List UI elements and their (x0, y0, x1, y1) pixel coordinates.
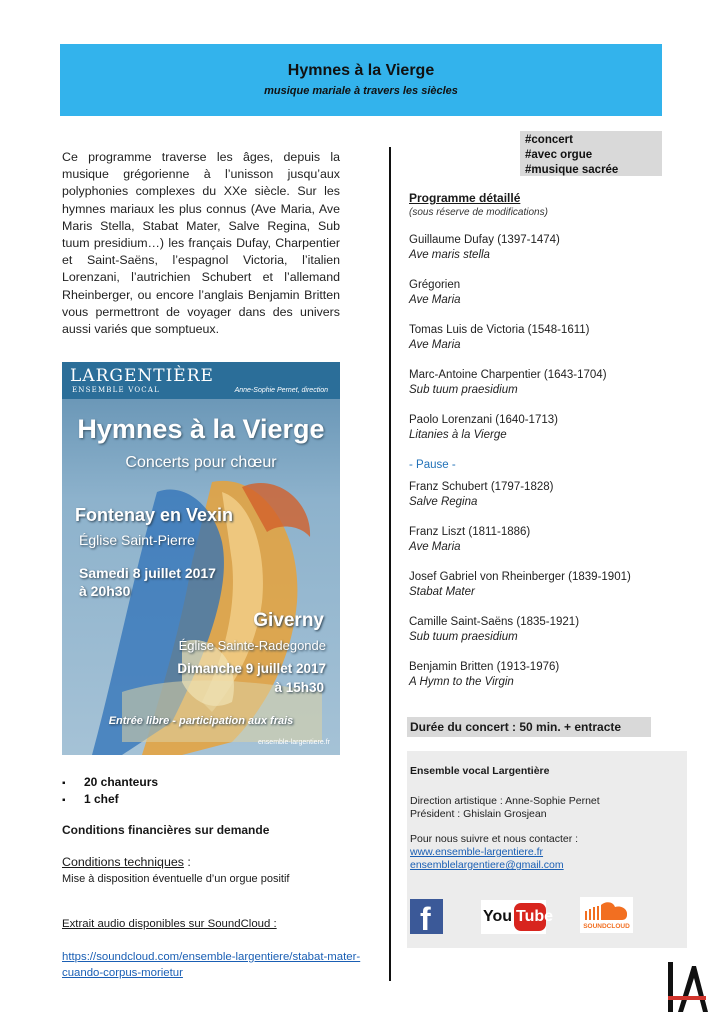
tag: #musique sacrée (525, 164, 619, 176)
programme-list (409, 233, 679, 705)
bullet-conductor: ▪ 1 chef (62, 792, 119, 806)
tech-body: Mise à disposition éventuelle d’un orgue positif (62, 873, 290, 885)
la-logo (664, 960, 710, 1018)
composer: Marc-Antoine Charpentier (1643-1704) (409, 369, 607, 381)
programme-item (409, 480, 679, 525)
composer: Josef Gabriel von Rheinberger (1839-1901) (409, 571, 631, 583)
work: Sub tuum praesidium (409, 384, 518, 396)
venue2-time: à 15h30 (274, 680, 324, 695)
soundcloud-cloud-icon (583, 901, 629, 921)
composer: Guillaume Dufay (1397-1474) (409, 234, 560, 246)
programme-heading: Programme détaillé (409, 191, 521, 205)
artistic-direction: Direction artistique : Anne-Sophie Pernet (410, 795, 600, 807)
contact-label: Pour nous suivre et nous contacter : (410, 833, 579, 845)
programme-item (409, 615, 679, 660)
work: Litanies à la Vierge (409, 429, 507, 441)
work: Ave Maria (409, 339, 461, 351)
programme-item (409, 413, 679, 458)
page-subtitle: musique mariale à travers les siècles (264, 85, 458, 97)
venue1-time: à 20h30 (79, 583, 131, 599)
programme-item (409, 525, 679, 570)
venue1-church: Église Saint-Pierre (79, 532, 195, 548)
tag: #avec orgue (525, 149, 593, 161)
programme-item (409, 323, 679, 368)
poster-title: Hymnes à la Vierge (77, 414, 325, 444)
president: Président : Ghislain Grosjean (410, 808, 547, 820)
financial-conditions: Conditions financières sur demande (62, 823, 270, 837)
facebook-icon[interactable] (410, 899, 443, 937)
email-link[interactable]: ensemblelargentiere@gmail.com (410, 859, 564, 871)
youtube-icon[interactable] (481, 900, 554, 934)
soundcloud-link[interactable]: https://soundcloud.com/ensemble-largentiere/stabat-mater-cuando-corpus-morietur (62, 951, 361, 979)
pause-label: - Pause - (409, 459, 456, 471)
audio-heading: Extrait audio disponibles sur SoundCloud : (62, 918, 277, 930)
programme-item (409, 278, 679, 323)
work: Ave maris stella (409, 249, 490, 261)
concert-duration: Durée du concert : 50 min. + entracte (407, 717, 651, 737)
tech-colon: : (183, 855, 191, 869)
tech-heading-line (62, 855, 191, 869)
composer: Benjamin Britten (1913-1976) (409, 661, 560, 673)
tech-heading: Conditions techniques (62, 855, 184, 869)
soundcloud-icon[interactable] (580, 897, 633, 933)
programme-item (409, 660, 679, 705)
youtube-you: You (483, 908, 513, 925)
poster-subtitle: Concerts pour chœur (125, 454, 277, 471)
youtube-tube: Tube (516, 908, 554, 925)
ensemble-name: Ensemble vocal Largentière (410, 765, 550, 777)
concert-poster (62, 362, 340, 755)
header-banner (60, 44, 662, 116)
poster-entry: Entrée libre - participation aux frais (108, 715, 294, 727)
composer: Camille Saint-Saëns (1835-1921) (409, 616, 580, 628)
work: A Hymn to the Virgin (409, 676, 514, 688)
programme-item (409, 233, 679, 278)
soundcloud-label: SOUNDCLOUD (583, 923, 630, 930)
composer: Grégorien (409, 279, 461, 291)
composer: Franz Liszt (1811-1886) (409, 526, 531, 538)
website-link[interactable]: www.ensemble-largentiere.fr (410, 846, 544, 858)
column-divider (389, 147, 391, 981)
poster-direction: Anne-Sophie Pernet, direction (234, 387, 328, 394)
programme-note: (sous réserve de modifications) (409, 207, 548, 218)
composer: Franz Schubert (1797-1828) (409, 481, 554, 493)
venue2-church: Église Sainte-Radegonde (178, 638, 326, 653)
venue2-date: Dimanche 9 juillet 2017 (177, 661, 326, 676)
venue2-city: Giverny (253, 610, 324, 631)
poster-url: ensemble-largentiere.fr (258, 739, 330, 746)
youtube-tube-badge (514, 903, 554, 931)
work: Ave Maria (409, 541, 461, 553)
page-title: Hymnes à la Vierge (287, 62, 435, 79)
tag: #concert (525, 134, 573, 146)
work: Stabat Mater (409, 586, 475, 598)
venue1-date: Samedi 8 juillet 2017 (79, 565, 216, 581)
work: Sub tuum praesidium (409, 631, 518, 643)
intro-paragraph: Ce programme traverse les âges, depuis la musique grégorienne à l’unisson jusqu’aux polyphonies complexes du XXe siècle. Sur les hymnes mariaux les plus connus (Ave Maria, Ave Maris Stella, Stabat Mater, Salve Regina, Sub tuum presidium…) les français Dufay, Charpentier et Saint-Saëns, l’espagnol Victoria, l’italien Lorenzani, l’autrichien Schubert et l’allemand Rheinberger, ou encore l’anglais Benjamin Britten vous permettront de voyager dans des univers aussi variés que somptueux. (62, 150, 340, 337)
programme-item (409, 368, 679, 413)
poster-brand-sub: ENSEMBLE VOCAL (72, 386, 160, 394)
facebook-glyph: f (420, 901, 431, 937)
work: Ave Maria (409, 294, 461, 306)
tags-box (520, 131, 662, 176)
poster-brand: LARGENTIÈRE (70, 366, 214, 386)
composer: Paolo Lorenzani (1640-1713) (409, 414, 558, 426)
programme-item (409, 570, 679, 615)
composer: Tomas Luis de Victoria (1548-1611) (409, 324, 590, 336)
bullet-singers: ▪ 20 chanteurs (62, 775, 158, 789)
venue1-city: Fontenay en Vexin (75, 505, 234, 525)
work: Salve Regina (409, 496, 478, 508)
